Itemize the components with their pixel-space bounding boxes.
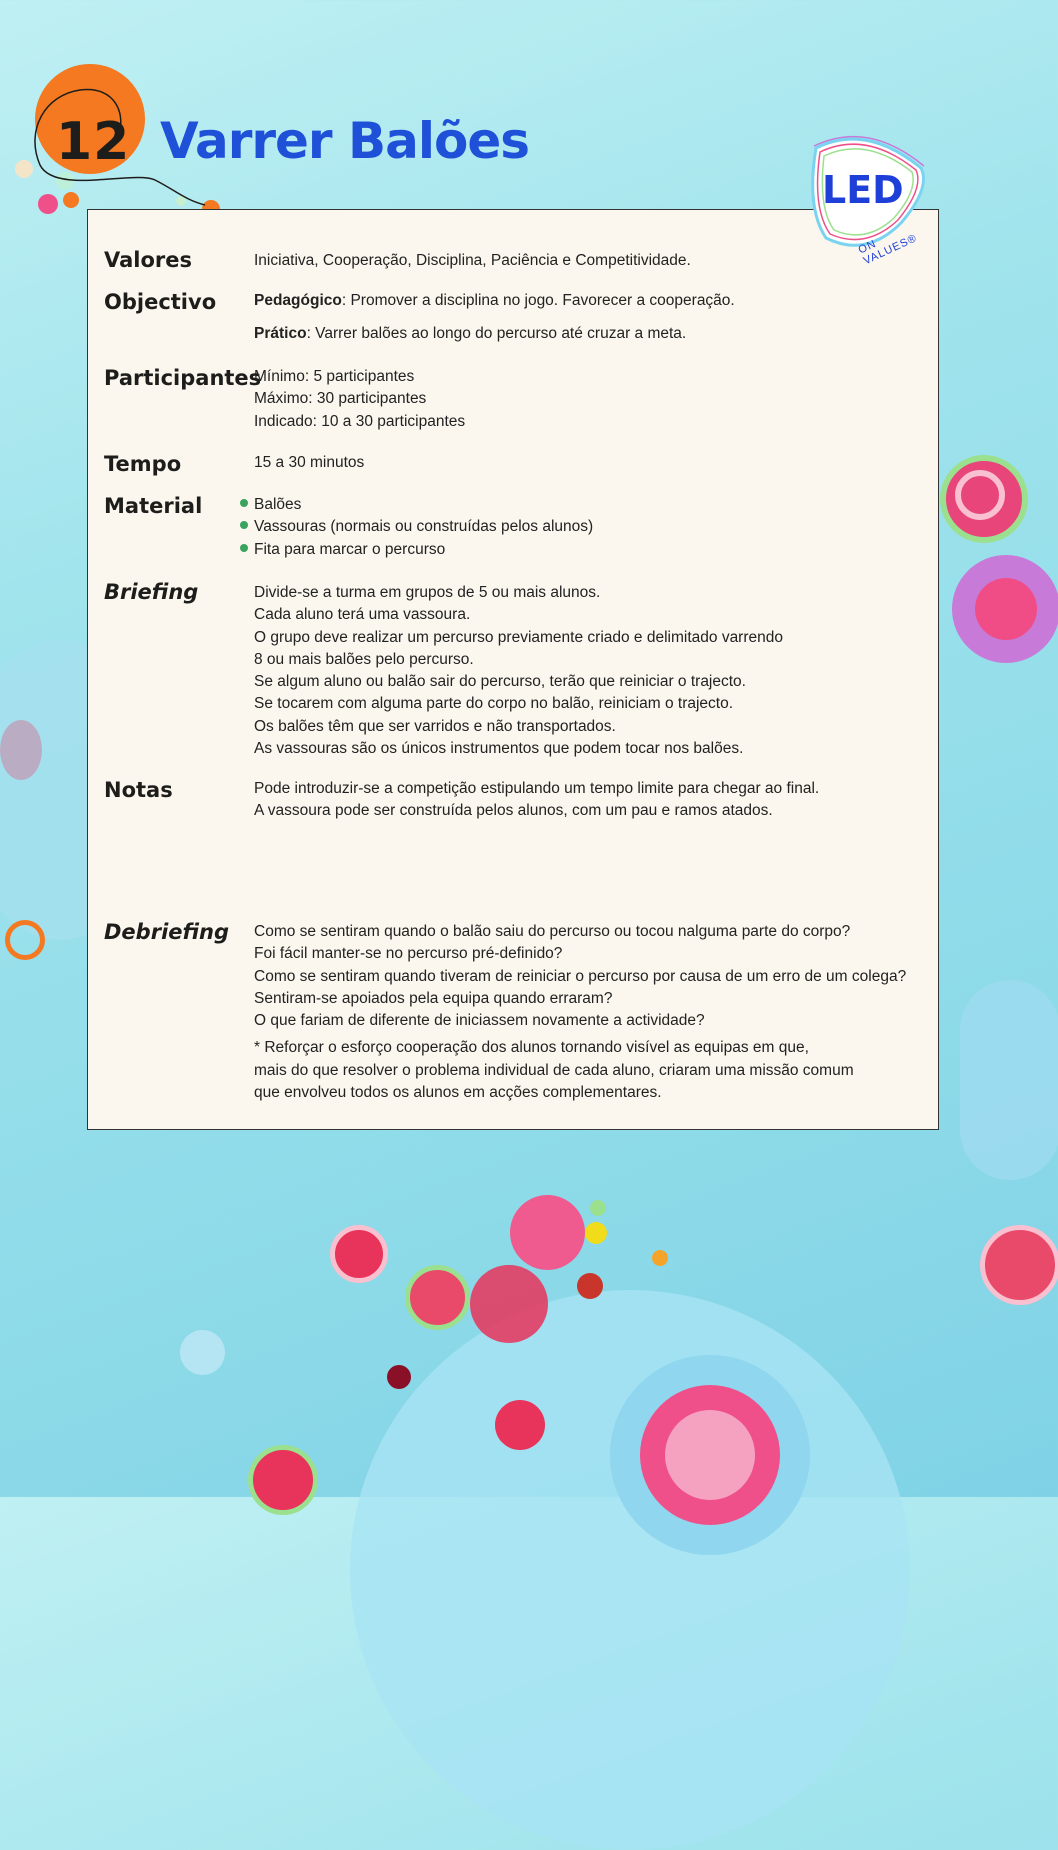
debriefing-note-line: mais do que resolver o problema individual de cada aluno, criaram uma missão comum (254, 1061, 854, 1079)
list-item: Balões (254, 494, 593, 516)
briefing-line: As vassouras são os únicos instrumentos que podem tocar nos balões. (254, 740, 744, 758)
briefing-line: 8 ou mais balões pelo percurso. (254, 650, 474, 668)
section-label: Briefing (104, 580, 199, 604)
list-item: Fita para marcar o percurso (254, 539, 593, 561)
participantes-maximo (254, 388, 465, 410)
objectivo-pratico-text: : Varrer balões ao longo do percurso até cruzar a meta. (306, 325, 687, 343)
debriefing-line: Como se sentiram quando o balão saiu do percurso ou tocou nalguma parte do corpo? (254, 923, 851, 940)
section-label: Material (104, 494, 203, 518)
list-item: Vassouras (normais ou construídas pelos alunos) (254, 516, 593, 538)
notas-line: Pode introduzir-se a competição estipulando um tempo limite para chegar ao final. (254, 780, 820, 797)
participantes-minimo (254, 366, 465, 388)
section-label: Debriefing (104, 920, 230, 944)
participantes-maximo-text: : 30 participantes (308, 390, 427, 408)
participantes-minimo-key: Mínimo (254, 368, 305, 385)
debriefing-line: O que fariam de diferente de iniciassem novamente a actividade? (254, 1012, 705, 1030)
activity-number: 12 (56, 112, 131, 172)
section-label: Objectivo (104, 290, 217, 314)
notas-line: A vassoura pode ser construída pelos alunos, com um pau e ramos atados. (254, 802, 773, 820)
briefing-line: Divide-se a turma em grupos de 5 ou mais alunos. (254, 584, 601, 601)
debriefing-line: Sentiram-se apoiados pela equipa quando erraram? (254, 989, 613, 1007)
objectivo-pedagogico-text: : Promover a disciplina no jogo. Favorecer a cooperação. (341, 292, 735, 309)
led-on-values-logo (806, 128, 936, 268)
tempo-text: 15 a 30 minutos (254, 454, 365, 471)
debriefing-line: Como se sentiram quando tiveram de reiniciar o percurso por causa de um erro de um colega? (254, 967, 907, 985)
objectivo-pratico (254, 323, 735, 345)
briefing-line: Cada aluno terá uma vassoura. (254, 606, 471, 624)
participantes-indicado-text: : 10 a 30 participantes (312, 412, 466, 430)
participantes-maximo-key: Máximo (254, 390, 309, 408)
section-label: Participantes (104, 366, 262, 390)
debriefing-note-line: que envolveu todos os alunos em acções complementares. (254, 1084, 662, 1102)
logo-text: LED (822, 168, 904, 212)
participantes-indicado-key: Indicado (254, 412, 313, 430)
briefing-line: O grupo deve realizar um percurso previamente criado e delimitado varrendo (254, 628, 783, 646)
activity-card (87, 209, 939, 1130)
briefing-line: Se tocarem com alguma parte do corpo no balão, reiniciam o trajecto. (254, 695, 734, 713)
logo-subtext: ON VALUES® (856, 232, 920, 268)
valores-text: Iniciativa, Cooperação, Disciplina, Paciência e Competitividade. (254, 252, 691, 269)
participantes-minimo-text: : 5 participantes (304, 368, 415, 385)
briefing-line: Os balões têm que ser varridos e não transportados. (254, 717, 616, 735)
section-label: Valores (104, 248, 192, 272)
briefing-line: Se algum aluno ou balão sair do percurso, terão que reiniciar o trajecto. (254, 673, 746, 691)
participantes-indicado (254, 411, 465, 433)
debriefing-note-line: * Reforçar o esforço cooperação dos alunos tornando visível as equipas em que, (254, 1039, 809, 1057)
objectivo-pedagogico-key: Pedagógico (254, 292, 342, 309)
page-title: Varrer Balões (160, 112, 530, 170)
section-label: Tempo (104, 452, 182, 476)
objectivo-pratico-key: Prático (254, 325, 307, 343)
debriefing-line: Foi fácil manter-se no percurso pré-definido? (254, 945, 563, 963)
objectivo-pedagogico (254, 290, 735, 312)
section-label: Notas (104, 778, 173, 802)
